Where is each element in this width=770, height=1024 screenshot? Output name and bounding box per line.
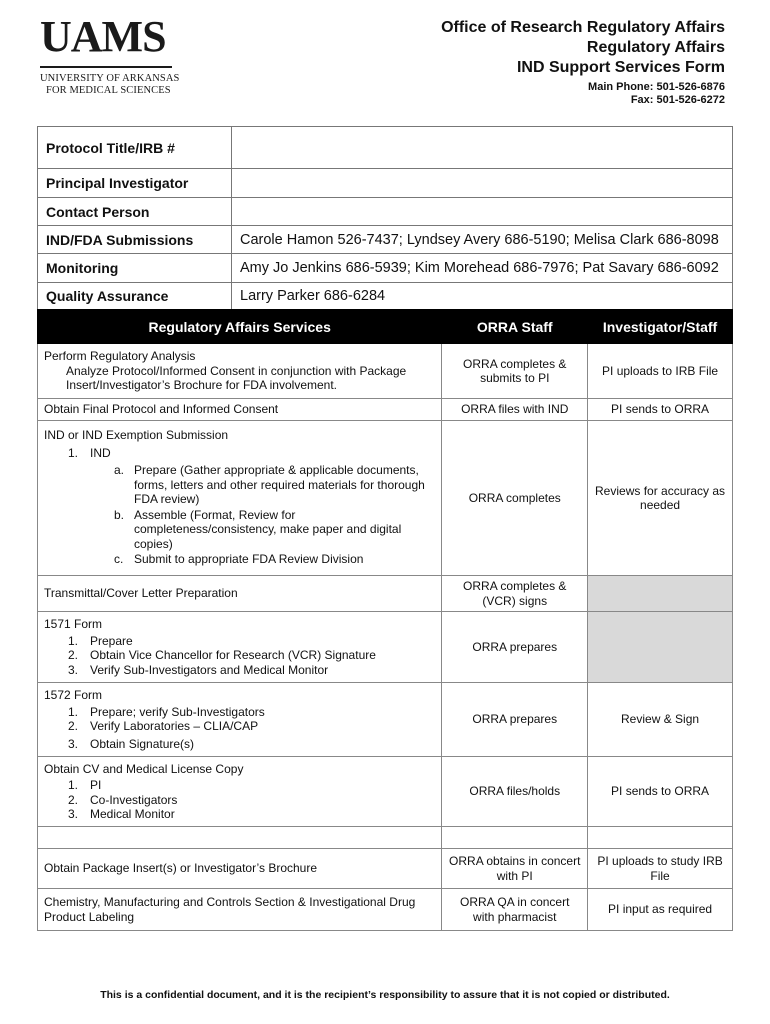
table-row-blank	[38, 827, 733, 849]
fax-number: Fax: 501-526-6272	[630, 94, 725, 106]
investigator-cell: Reviews for accuracy as needed	[588, 421, 733, 576]
service-cv-license: Obtain CV and Medical License Copy 1. PI 2. Co-Investigators 3. Medical Monitor	[38, 757, 442, 827]
contact-person-field[interactable]	[232, 198, 733, 226]
form-header	[441, 18, 725, 107]
info-row-qa	[38, 283, 733, 310]
orra-cell: ORRA completes & submits to PI	[442, 344, 588, 399]
blank-cell[interactable]	[38, 827, 442, 849]
monitoring-label: Monitoring	[38, 254, 232, 283]
orra-cell: ORRA files/holds	[442, 757, 588, 827]
main-phone: Main Phone: 501-526-6876	[588, 81, 725, 93]
investigator-cell: Review & Sign	[588, 683, 733, 757]
ind-fda-label: IND/FDA Submissions	[38, 226, 232, 254]
investigator-cell: PI sends to ORRA	[588, 757, 733, 827]
office-title: Office of Research Regulatory Affairs	[441, 19, 725, 36]
principal-investigator-label: Principal Investigator	[38, 169, 232, 198]
service-package-insert: Obtain Package Insert(s) or Investigator’s Brochure	[38, 849, 442, 889]
dept-title: Regulatory Affairs	[586, 39, 725, 56]
logo-subtitle: UNIVERSITY OF ARKANSAS FOR MEDICAL SCIENCES	[40, 73, 180, 96]
protocol-title-field[interactable]	[232, 127, 733, 169]
service-1572-form: 1572 Form 1. Prepare; verify Sub-Investigators 2. Verify Laboratories – CLIA/CAP 3. Obtain Signature(s)	[38, 683, 442, 757]
col-header-investigator: Investigator/Staff	[588, 310, 733, 344]
protocol-title-label: Protocol Title/IRB #	[38, 127, 232, 169]
orra-cell: ORRA files with IND	[442, 399, 588, 421]
investigator-cell: PI input as required	[588, 889, 733, 931]
orra-cell: ORRA completes & (VCR) signs	[442, 576, 588, 612]
table-row	[38, 757, 733, 827]
contact-person-label: Contact Person	[38, 198, 232, 226]
orra-cell: ORRA completes	[442, 421, 588, 576]
service-ind-submission: IND or IND Exemption Submission 1. IND a. Prepare (Gather appropriate & applicable documents, forms, letters and other required materials for thorough FDA review) b. Assemble (Format, Review for completeness/consistency, make paper and digital copies) c. Submit to appropriate FDA Review Division	[38, 421, 442, 576]
orra-cell: ORRA prepares	[442, 683, 588, 757]
services-table	[37, 309, 733, 931]
table-row	[38, 399, 733, 421]
table-row	[38, 612, 733, 683]
investigator-cell: PI uploads to study IRB File	[588, 849, 733, 889]
service-transmittal-letter: Transmittal/Cover Letter Preparation	[38, 576, 442, 612]
form-title: IND Support Services Form	[516, 59, 725, 76]
orra-cell: ORRA obtains in concert with PI	[442, 849, 588, 889]
blank-cell[interactable]	[442, 827, 588, 849]
quality-assurance-contact: Larry Parker 686-6284	[232, 283, 733, 310]
info-row-ind	[38, 226, 733, 254]
investigator-cell: PI uploads to IRB File	[588, 344, 733, 399]
blank-cell[interactable]	[588, 827, 733, 849]
service-cmc-labeling: Chemistry, Manufacturing and Controls Section & Investigational Drug Product Labeling	[38, 889, 442, 931]
investigator-cell-na	[588, 612, 733, 683]
table-row	[38, 576, 733, 612]
confidentiality-notice: This is a confidential document, and it is the recipient’s responsibility to assure that it is not copied or distributed.	[100, 989, 670, 1001]
service-final-protocol: Obtain Final Protocol and Informed Consent	[38, 399, 442, 421]
services-header-row	[38, 310, 733, 344]
quality-assurance-label: Quality Assurance	[38, 283, 232, 310]
investigator-cell-na	[588, 576, 733, 612]
table-row	[38, 344, 733, 399]
service-regulatory-analysis: Perform Regulatory Analysis Analyze Protocol/Informed Consent in conjunction with Package Insert/Investigator’s Brochure for FDA involvement.	[38, 344, 442, 399]
logo-rule	[40, 66, 172, 68]
table-row	[38, 683, 733, 757]
orra-cell: ORRA prepares	[442, 612, 588, 683]
col-header-services: Regulatory Affairs Services	[38, 310, 442, 344]
orra-cell: ORRA QA in concert with pharmacist	[442, 889, 588, 931]
principal-investigator-field[interactable]	[232, 169, 733, 198]
uams-logo	[40, 14, 180, 97]
service-1571-form: 1571 Form 1. Prepare 2. Obtain Vice Chancellor for Research (VCR) Signature 3. Verify Sub-Investigators and Medical Monitor	[38, 612, 442, 683]
investigator-cell: PI sends to ORRA	[588, 399, 733, 421]
col-header-orra: ORRA Staff	[442, 310, 588, 344]
info-row-monitoring	[38, 254, 733, 283]
info-row-protocol	[38, 127, 733, 169]
monitoring-contacts: Amy Jo Jenkins 686-5939; Kim Morehead 686-7976; Pat Savary 686-6092	[232, 254, 733, 283]
info-row-contact	[38, 198, 733, 226]
info-row-pi	[38, 169, 733, 198]
table-row	[38, 849, 733, 889]
ind-fda-contacts: Carole Hamon 526-7437; Lyndsey Avery 686-5190; Melisa Clark 686-8098	[232, 226, 733, 254]
contact-info-table	[37, 126, 733, 310]
table-row	[38, 421, 733, 576]
logo-wordmark: UAMS	[40, 12, 166, 61]
table-row	[38, 889, 733, 931]
